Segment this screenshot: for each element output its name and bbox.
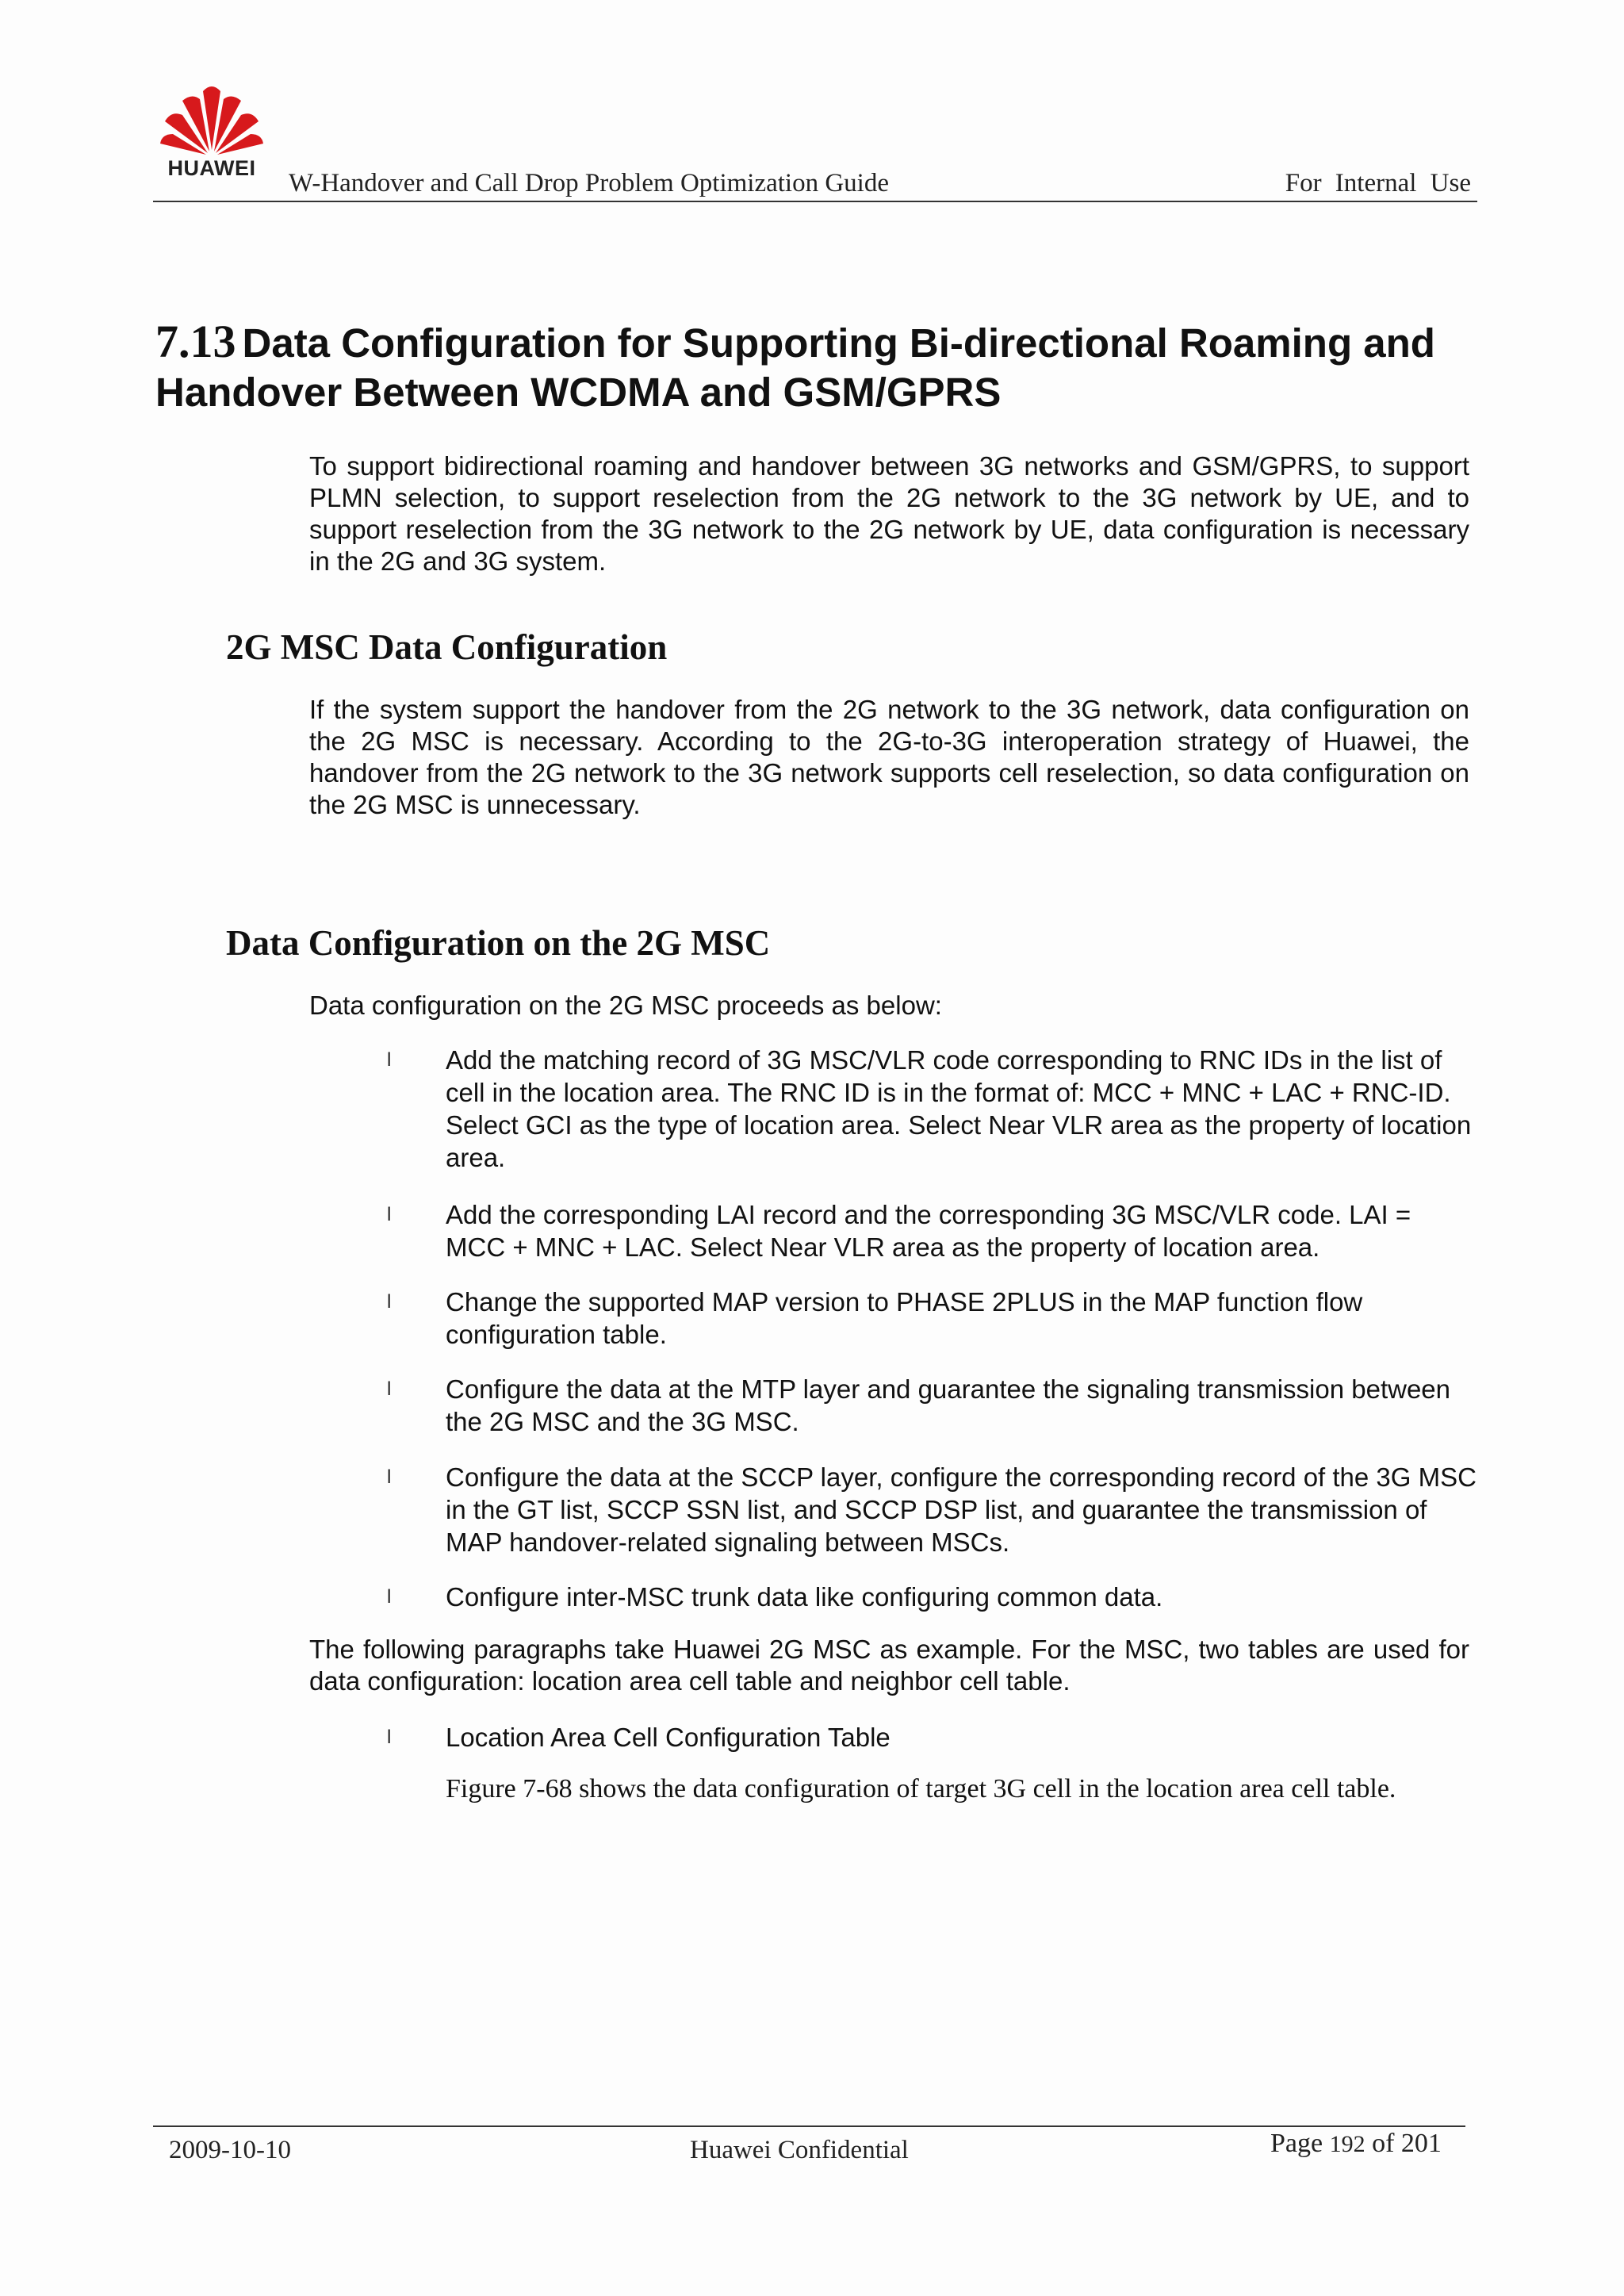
page-total: of 201 [1372,2129,1442,2158]
bullet-marker: l [387,1727,392,1748]
list-item-location-area-table: Location Area Cell Configuration Table [446,1723,891,1752]
huawei-petals-icon [159,83,265,156]
subheading-2g-msc-data-configuration: 2G MSC Data Configuration [226,627,668,667]
figure-reference: Figure 7-68 shows the data configuration of target 3G cell in the location area cell table. [446,1774,1396,1803]
footer-date: 2009-10-10 [169,2136,291,2164]
logo-text: HUAWEI [167,156,256,180]
page-current: 192 [1329,2131,1365,2157]
huawei-logo [159,83,265,194]
header-rule [153,201,1477,202]
section-number: 7.13 [155,316,236,367]
bullet-marker: l [387,1466,392,1488]
list-item: Configure inter-MSC trunk data like configuring common data. [446,1582,1163,1612]
sub2-lead-paragraph: Data configuration on the 2G MSC proceeds as below: [309,991,942,1020]
section-title: Data Configuration for Supporting Bi-directional Roaming and Handover Between WCDMA and GSM/GPRS [155,320,1435,415]
following-paragraph: The following paragraphs take Huawei 2G MSC as example. For the MSC, two tables are used for data configuration: location area cell table and neighbor cell table. [309,1635,1469,1696]
subheading-data-configuration-on-2g-msc: Data Configuration on the 2G MSC [226,923,771,963]
bullet-marker: l [387,1204,392,1225]
bullet-marker: l [387,1291,392,1313]
bullet-marker: l [387,1378,392,1400]
document-title: W-Handover and Call Drop Problem Optimization Guide [289,169,890,197]
section-heading [155,317,1503,417]
list-item: Configure the data at the SCCP layer, configure the corresponding record of the 3G MSC in the GT list, SCCP SSN list, and SCCP DSP list, and guarantee the transmission of MAP handover-related signaling between MSCs. [446,1462,1477,1557]
page-label: Page [1270,2129,1323,2158]
list-item: Change the supported MAP version to PHASE 2PLUS in the MAP function flow configuration table. [446,1287,1363,1349]
sub1-paragraph: If the system support the handover from the 2G network to the 3G network, data configuration on the 2G MSC is necessary. According to the 2G-to-3G interoperation strategy of Huawei, the handover from the 2G network to the 3G network supports cell reselection, so data configuration on the 2G MSC is unnecessary. [309,695,1469,819]
list-item: Add the matching record of 3G MSC/VLR code corresponding to RNC IDs in the list of cell in the location area. The RNC ID is in the format of: MCC + MNC + LAC + RNC-ID. Select GCI as the type of location area. Select Near VLR area as the property of location area. [446,1045,1472,1172]
intro-paragraph: To support bidirectional roaming and handover between 3G networks and GSM/GPRS, to support PLMN selection, to support reselection from the 2G network to the 3G network by UE, and to support reselection from the 3G network to the 2G network by UE, data configuration is necessary in the 2G and 3G system. [309,451,1469,576]
bullet-marker: l [387,1049,392,1071]
list-item: Add the corresponding LAI record and the corresponding 3G MSC/VLR code. LAI = MCC + MNC + LAC. Select Near VLR area as the property of location area. [446,1200,1411,1262]
list-item: Configure the data at the MTP layer and guarantee the signaling transmission between the 2G MSC and the 3G MSC. [446,1374,1451,1436]
bullet-marker: l [387,1586,392,1608]
page-number [1270,2129,1442,2159]
classification-label: For Internal Use [1285,169,1471,197]
footer-rule [153,2125,1465,2127]
footer-confidential: Huawei Confidential [690,2136,909,2164]
